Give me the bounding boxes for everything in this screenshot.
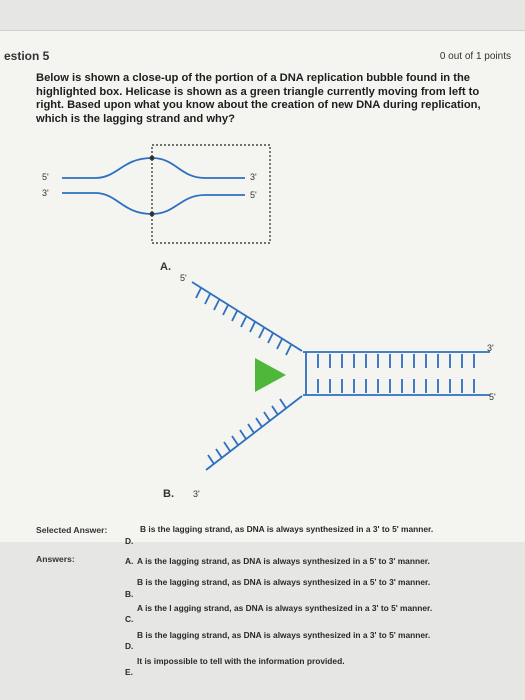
rungs-strand-a xyxy=(196,288,291,355)
answer-d-letter: D. xyxy=(125,641,134,651)
bubble-label-top-right: 3' xyxy=(250,172,257,182)
answer-a-letter: A. xyxy=(125,556,134,566)
fork-label-right-top: 3' xyxy=(487,343,494,353)
answer-a-text: A is the lagging strand, as DNA is always synthesized in a 5' to 3' manner. xyxy=(137,556,430,566)
answer-c-text: A is the l agging strand, as DNA is always synthesized in a 3' to 5' manner. xyxy=(137,603,433,613)
answer-d-text: B is the lagging strand, as DNA is always synthesized in a 3' to 5' manner. xyxy=(137,630,431,640)
question-points: 0 out of 1 points xyxy=(439,51,511,62)
fork-dot-top xyxy=(150,156,155,161)
selected-answer-label: Selected Answer: xyxy=(36,525,108,535)
answer-c-letter: C. xyxy=(125,614,134,624)
question-text: Below is shown a close-up of the portion of a DNA replication bubble found in the highlighted box. Helicase is shown as a green triangle currently moving from left to right. Based upon what you know about the creation of new DNA during replication, which is the lagging strand and why? xyxy=(36,72,481,125)
bubble-top-strand xyxy=(62,158,245,178)
answer-e-text: It is impossible to tell with the information provided. xyxy=(137,656,345,666)
fork-dot-bottom xyxy=(150,212,155,217)
fork-label-a: A. xyxy=(160,261,171,273)
fork-label-b-end: 3' xyxy=(193,489,200,499)
answer-b-letter: B. xyxy=(125,589,134,599)
fork-label-b: B. xyxy=(163,488,174,500)
bubble-label-bottom-left: 3' xyxy=(42,188,49,198)
answer-b-text: B is the lagging strand, as DNA is always synthesized in a 5' to 3' manner. xyxy=(137,577,431,587)
rungs-right xyxy=(318,354,474,393)
answer-e-letter: E. xyxy=(125,667,133,677)
replication-bubble xyxy=(62,158,245,214)
fork-label-a-end: 5' xyxy=(180,273,187,283)
bubble-bottom-strand xyxy=(62,193,245,214)
answers-label: Answers: xyxy=(36,554,75,564)
selected-answer-text: B is the lagging strand, as DNA is always synthesized in a 3' to 5' manner. xyxy=(140,524,434,534)
strand-a-backbone xyxy=(192,282,302,351)
question-title: estion 5 xyxy=(4,49,50,63)
selected-answer-letter: D. xyxy=(125,536,134,546)
fork-label-right-bottom: 5' xyxy=(489,392,496,402)
helicase-triangle-icon xyxy=(255,358,286,392)
bubble-label-top-left: 5' xyxy=(42,172,49,182)
rungs-strand-b xyxy=(208,399,286,464)
bubble-label-bottom-right: 5' xyxy=(250,190,257,200)
